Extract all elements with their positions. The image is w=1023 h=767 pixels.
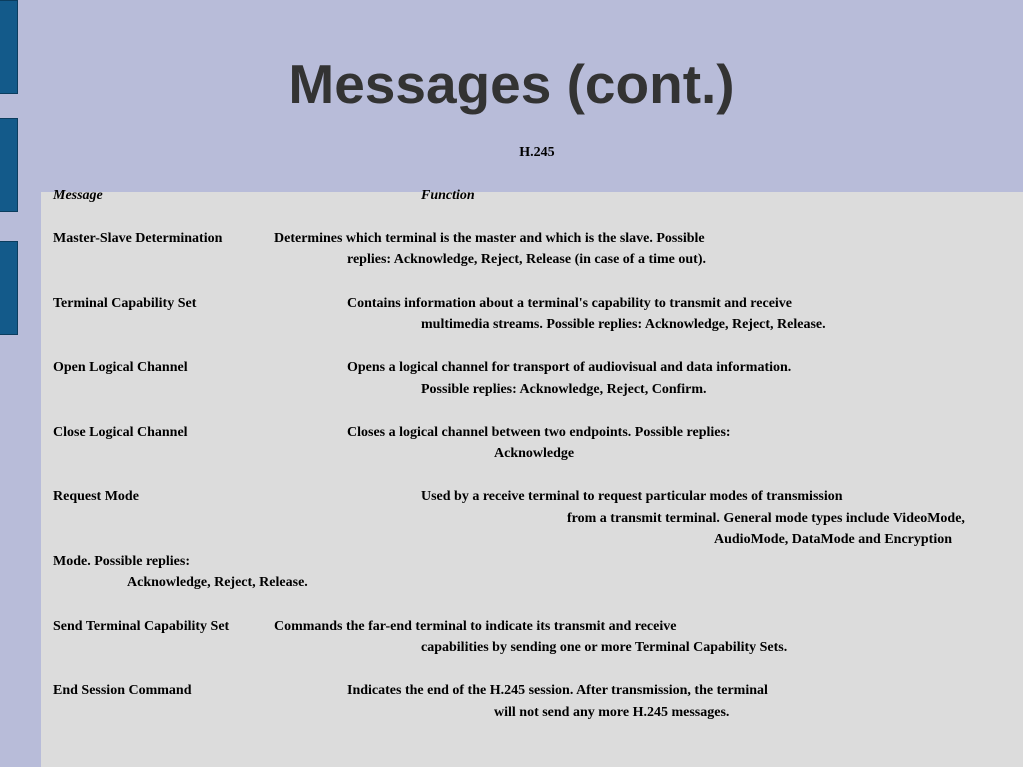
message-function-line: replies: Acknowledge, Reject, Release (in case of a time out). bbox=[347, 252, 706, 267]
message-name: Close Logical Channel bbox=[53, 425, 188, 440]
message-name: Master-Slave Determination bbox=[53, 231, 223, 246]
message-function-line: Contains information about a terminal's capability to transmit and receive bbox=[347, 296, 793, 311]
message-function-line: Commands the far-end terminal to indicate its transmit and receive bbox=[274, 619, 677, 634]
message-function-line: Mode. Possible replies: bbox=[53, 554, 191, 569]
message-function-line: AudioMode, DataMode and Encryption bbox=[714, 532, 953, 547]
message-name: Terminal Capability Set bbox=[53, 296, 197, 311]
message-function-line: multimedia streams. Possible replies: Acknowledge, Reject, Release. bbox=[421, 317, 826, 332]
message-function-line: Possible replies: Acknowledge, Reject, Confirm. bbox=[421, 382, 707, 397]
message-function-line: Acknowledge, Reject, Release. bbox=[127, 575, 308, 590]
slide-tab-marker bbox=[0, 118, 18, 212]
message-name: Request Mode bbox=[53, 489, 139, 504]
column-header-message: Message bbox=[53, 188, 103, 203]
message-function-line: Determines which terminal is the master and which is the slave. Possible bbox=[274, 231, 705, 246]
message-name: End Session Command bbox=[53, 683, 192, 698]
message-function-line: Closes a logical channel between two endpoints. Possible replies: bbox=[347, 425, 731, 440]
slide-title: Messages (cont.) bbox=[288, 53, 735, 115]
message-name: Open Logical Channel bbox=[53, 360, 188, 375]
message-function-line: Opens a logical channel for transport of audiovisual and data information. bbox=[347, 360, 792, 375]
column-header-function: Function bbox=[421, 188, 475, 203]
message-function-line: Acknowledge bbox=[494, 446, 575, 461]
message-function-line: Used by a receive terminal to request particular modes of transmission bbox=[421, 489, 843, 504]
message-name: Send Terminal Capability Set bbox=[53, 619, 230, 634]
message-function-line: will not send any more H.245 messages. bbox=[494, 705, 730, 720]
message-function-line: capabilities by sending one or more Terminal Capability Sets. bbox=[421, 640, 788, 655]
content-panel bbox=[41, 192, 1023, 767]
message-function-line: from a transmit terminal. General mode types include VideoMode, bbox=[567, 511, 965, 526]
slide-subtitle: H.245 bbox=[519, 145, 555, 160]
message-function-line: Indicates the end of the H.245 session. After transmission, the terminal bbox=[347, 683, 768, 698]
slide-tab-marker bbox=[0, 241, 18, 335]
